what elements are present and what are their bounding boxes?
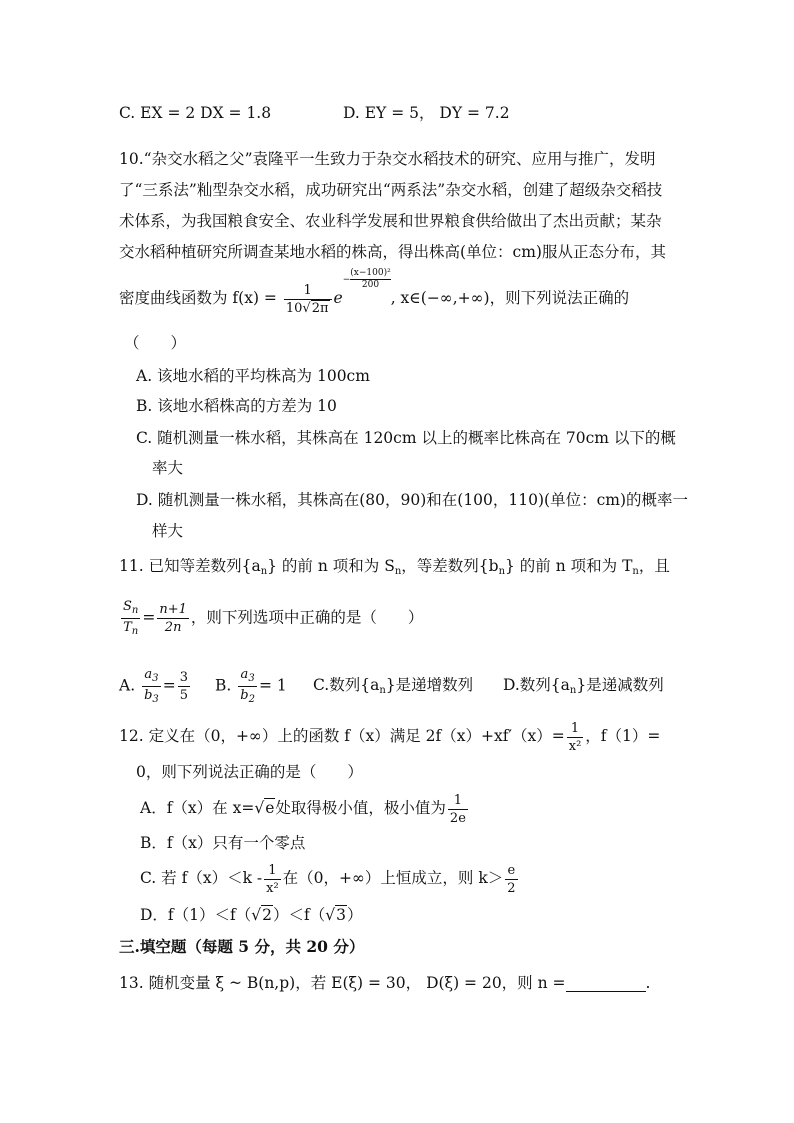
q11-ratio-denominator: $T_n$: [123, 620, 139, 637]
q10-exponent-sign: −: [342, 275, 351, 285]
q11-sub-n-t: n: [632, 566, 639, 577]
q10-stem-line-4: 交水稻种植研究所调查某地水稻的株高，得出株高(单位：cm)服从正态分布，其: [119, 243, 666, 261]
q10-option-c-line-2: 率大: [152, 459, 184, 477]
q11-option-a-ratio: $\frac{a_3}{b_3}$: [144, 667, 159, 705]
q11-rhs-numerator: n+1: [159, 602, 187, 617]
q11-option-b-value: = 1: [258, 676, 287, 695]
q11-ratio-numerator: $S_n$: [121, 600, 140, 619]
q11-stem-suffix: ，则下列选项中正确的是（ ）: [190, 608, 424, 627]
q10-coef-den-root: 2π: [311, 300, 329, 316]
q11-stem-part-c: ，等差数列{b: [401, 557, 499, 575]
q10-density-line: [119, 268, 630, 316]
q12-rhs-fraction: $\frac{1}{\text{x²}}$: [568, 720, 582, 754]
q10-stem-line-1: 10.“杂交水稻之父”袁隆平一生致力于杂交水稻技术的研究、应用与推广，发明: [119, 150, 656, 168]
q12-option-d: D．f（1）＜f（√2）＜f（√3）: [140, 906, 363, 924]
q10-option-c-line-1: C. 随机测量一株水稻，其株高在 120cm 以上的概率比株高在 70cm 以下的概: [136, 429, 676, 447]
q9-option-c: C. EX = 2 DX = 1.8: [119, 104, 272, 122]
q10-option-b: B. 该地水稻株高的方差为 10: [136, 397, 337, 415]
q11-option-b-ratio: $\frac{a_3}{b_2}$: [240, 667, 255, 705]
q12-option-a: A．f（x）在 x=√e处取得极小值，极小值为 $\frac{1}{2e}$: [140, 792, 466, 826]
q11-stem-part-a: 11. 已知等差数列{a: [119, 557, 261, 575]
q11-stem-line-1: [119, 556, 670, 582]
q11-sub-n-b: n: [498, 566, 506, 577]
q10-option-d-line-2: 样大: [152, 522, 184, 540]
q10-answer-paren: （ ）: [124, 334, 187, 352]
q11-option-b-label: B.: [215, 676, 232, 695]
q10-coef-denominator: 10√2π: [285, 300, 329, 316]
q12-option-c: C. 若 f（x）＜k - $\frac{1}{\text{x²}}$ 在（0，+∞）上恒成立，则 k＞ $\frac{e}{2}$: [140, 862, 516, 896]
q12-stem-line-1: 12. 定义在（0，+∞）上的函数 f（x）满足 2f（x）+xf′（x）= $\frac{1}{\text{x²}}$ ，f（1）=: [119, 720, 661, 754]
q11-stem-line-2: [119, 600, 423, 637]
q10-coef-numerator: 1: [284, 284, 332, 300]
q10-density-suffix: ，则下列说法正确的: [489, 289, 630, 307]
q13-answer-blank[interactable]: [566, 975, 646, 992]
q11-ratio-st: [121, 600, 140, 637]
q12-option-c-fraction: $\frac{1}{\text{x²}}$: [266, 862, 279, 896]
q12-option-b: B．f（x）只有一个零点: [140, 834, 306, 852]
section-3-heading: 三.填空题（每题 5 分，共 20 分）: [119, 937, 365, 956]
q11-sub-n-s: n: [394, 566, 402, 577]
q11-option-a-label: A.: [119, 676, 136, 695]
q10-exponent: [343, 269, 391, 290]
q11-option-a: A. $\frac{a_3}{b_3}$ = $\frac{3}{5}$: [119, 667, 189, 705]
q10-exponent-denominator: 200: [361, 280, 380, 290]
q10-e-base: e: [333, 289, 343, 307]
q11-option-b: [215, 668, 287, 705]
q10-density-prefix: 密度曲线函数为 f(x) =: [119, 289, 277, 307]
q11-ratio-rhs: [157, 603, 189, 634]
q11-sub-n-a: n: [260, 566, 268, 577]
q11-rhs-denominator: 2n: [164, 620, 182, 635]
q12-stem-line-2: 0，则下列说法正确的是（ ）: [136, 763, 363, 781]
q11-stem-part-b: } 的前 n 项和为 S: [267, 557, 395, 575]
q11-option-a-value: $\frac{3}{5}$: [179, 670, 189, 703]
q11-stem-part-d: } 的前 n 项和为 T: [505, 557, 633, 575]
q11-option-c: C.数列$\{a_n\}$是递增数列: [313, 676, 474, 696]
q11-equals: =: [142, 608, 156, 627]
q10-coef-den-ten: 10: [285, 300, 303, 316]
q10-option-a: A. 该地水稻的平均株高为 100cm: [136, 367, 370, 385]
q10-domain: , x∈(−∞,+∞): [390, 289, 490, 307]
q10-exponent-numerator: (x−100)²: [350, 268, 391, 278]
q10-stem-line-3: 术体系，为我国粮食安全、农业科学发展和世界粮食供给做出了杰出贡献；某杂: [119, 212, 662, 230]
q10-density-coefficient: [284, 284, 332, 315]
q13-stem: 13. 随机变量 ξ ~ B(n,p)，若 E(ξ) = 30， D(ξ) = 20，则 n = .: [119, 974, 651, 992]
q10-stem-line-2: 了“三系法”籼型杂交水稻，成功研究出“两系法”杂交水稻，创建了超级杂交稻技: [119, 181, 663, 199]
q11-option-d: D.数列$\{a_n\}$是递减数列: [503, 676, 664, 696]
q11-stem-part-e: ，且: [638, 557, 670, 575]
q12-option-a-min-value: $\frac{1}{2e}$: [449, 792, 466, 826]
q12-option-c-bound: $\frac{e}{2}$: [507, 862, 516, 896]
q9-option-d: D. EY = 5， DY = 7.2: [343, 104, 510, 122]
q10-option-d-line-1: D. 随机测量一株水稻，其株高在(80，90)和在(100，110)(单位：cm)的概率一: [136, 491, 689, 509]
